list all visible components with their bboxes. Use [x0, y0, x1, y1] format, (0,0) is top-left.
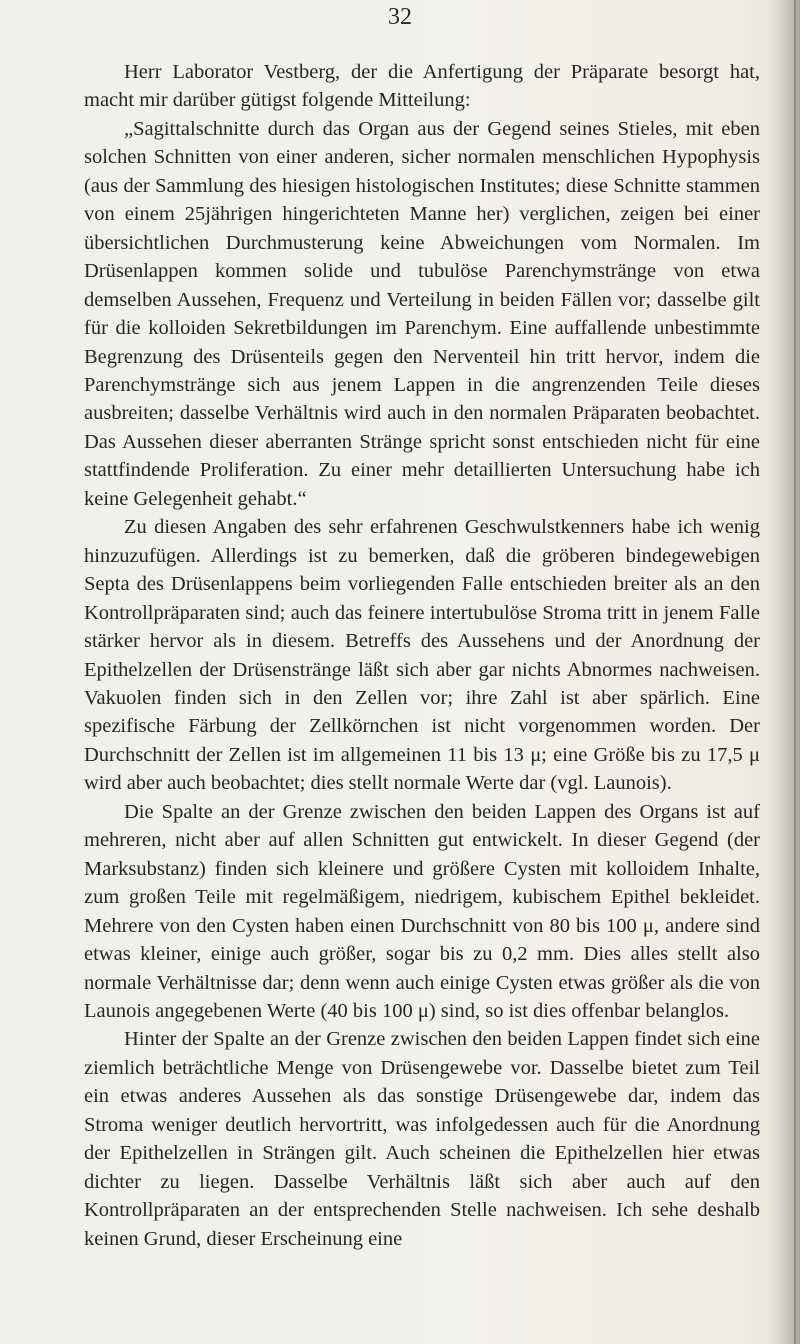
paragraph-4: Die Spalte an der Grenze zwischen den beiden Lappen des Organs ist auf mehreren, nicht aber auf allen Schnitten gut entwickelt. In dieser Gegend (der Marksubstanz) finden sich kleinere und größere Cysten mit kolloidem Inhalte, zum großen Teile mit regelmäßigem, niedrigem, kubischem Epithel bekleidet. Mehrere von den Cysten haben einen Durchschnitt von 80 bis 100 μ, andere sind etwas kleiner, einige auch größer, sogar bis zu 0,2 mm. Dies alles stellt also normale Verhältnisse dar; denn wenn auch einige Cysten etwas größer als die von Launois angegebenen Werte (40 bis 100 μ) sind, so ist dies offenbar belanglos.	[84, 800, 760, 1022]
page-number: 32	[388, 4, 412, 30]
page-edge-line	[794, 0, 796, 1344]
paragraph-2: „Sagittalschnitte durch das Organ aus der Gegend seines Stieles, mit eben solchen Schnitten von einer anderen, sicher normalen menschlichen Hypophysis (aus der Sammlung des hiesigen histologischen Institutes; diese Schnitte stammen von einem 25jährigen hingerichteten Manne her) verglichen, zeigen bei einer übersichtlichen Durchmusterung keine Abweichungen vom Normalen. Im Drüsenlappen kommen solide und tubulöse Parenchymstränge von etwa demselben Aussehen, Frequenz und Verteilung in beiden Fällen vor; dasselbe gilt für die kolloiden Sekretbildungen im Parenchym. Eine auffallende unbestimmte Begrenzung des Drüsenteils gegen den Nerventeil hin tritt hervor, indem die Parenchymstränge sich aus jenem Lappen in die angrenzenden Teile dieses ausbreiten; dasselbe Verhältnis wird auch in den normalen Präparaten beobachtet. Das Aussehen dieser aberranten Stränge spricht sonst entschieden nicht für eine stattfindende Proliferation. Zu einer mehr detaillierten Untersuchung habe ich keine Gelegenheit gehabt.“	[84, 117, 760, 510]
paragraph-3: Zu diesen Angaben des sehr erfahrenen Geschwulstkenners habe ich wenig hinzuzufügen. Allerdings ist zu bemerken, daß die gröberen bindegewebigen Septa des Drüsenlappens beim vorliegenden Falle entschieden breiter als an den Kontrollpräparaten sind; auch das feinere intertubulöse Stroma tritt in jenem Falle stärker hervor als in diesem. Betreffs des Aussehens und der Anordnung der Epithelzellen der Drüsenstränge läßt sich aber gar nichts Abnormes nachweisen. Vakuolen finden sich in den Zellen vor; ihre Zahl ist aber spärlich. Eine spezifische Färbung der Zellkörnchen ist nicht vorgenommen worden. Der Durchschnitt der Zellen ist im allgemeinen 11 bis 13 μ; eine Größe bis zu 17,5 μ wird aber auch beobachtet; dies stellt normale Werte dar (vgl. Launois).	[84, 516, 760, 795]
body-text	[84, 58, 760, 1253]
paragraph-1: Herr Laborator Vestberg, der die Anfertigung der Präparate besorgt hat, macht mir darüber gütigst folgende Mitteilung:	[84, 61, 760, 112]
paragraph-5: Hinter der Spalte an der Grenze zwischen den beiden Lappen findet sich eine ziemlich beträchtliche Menge von Drüsengewebe vor. Dasselbe bietet zum Teil ein etwas anderes Aussehen als das sonstige Drüsengewebe dar, indem das Stroma weniger deutlich hervortritt, was infolgedessen auch für die Anordnung der Epithelzellen in Strängen gilt. Auch scheinen die Epithelzellen hier etwas dichter zu liegen. Dasselbe Verhältnis läßt sich aber auch auf den Kontrollpräparaten an der entsprechenden Stelle nachweisen. Ich sehe deshalb keinen Grund, dieser Erscheinung eine	[84, 1028, 760, 1250]
